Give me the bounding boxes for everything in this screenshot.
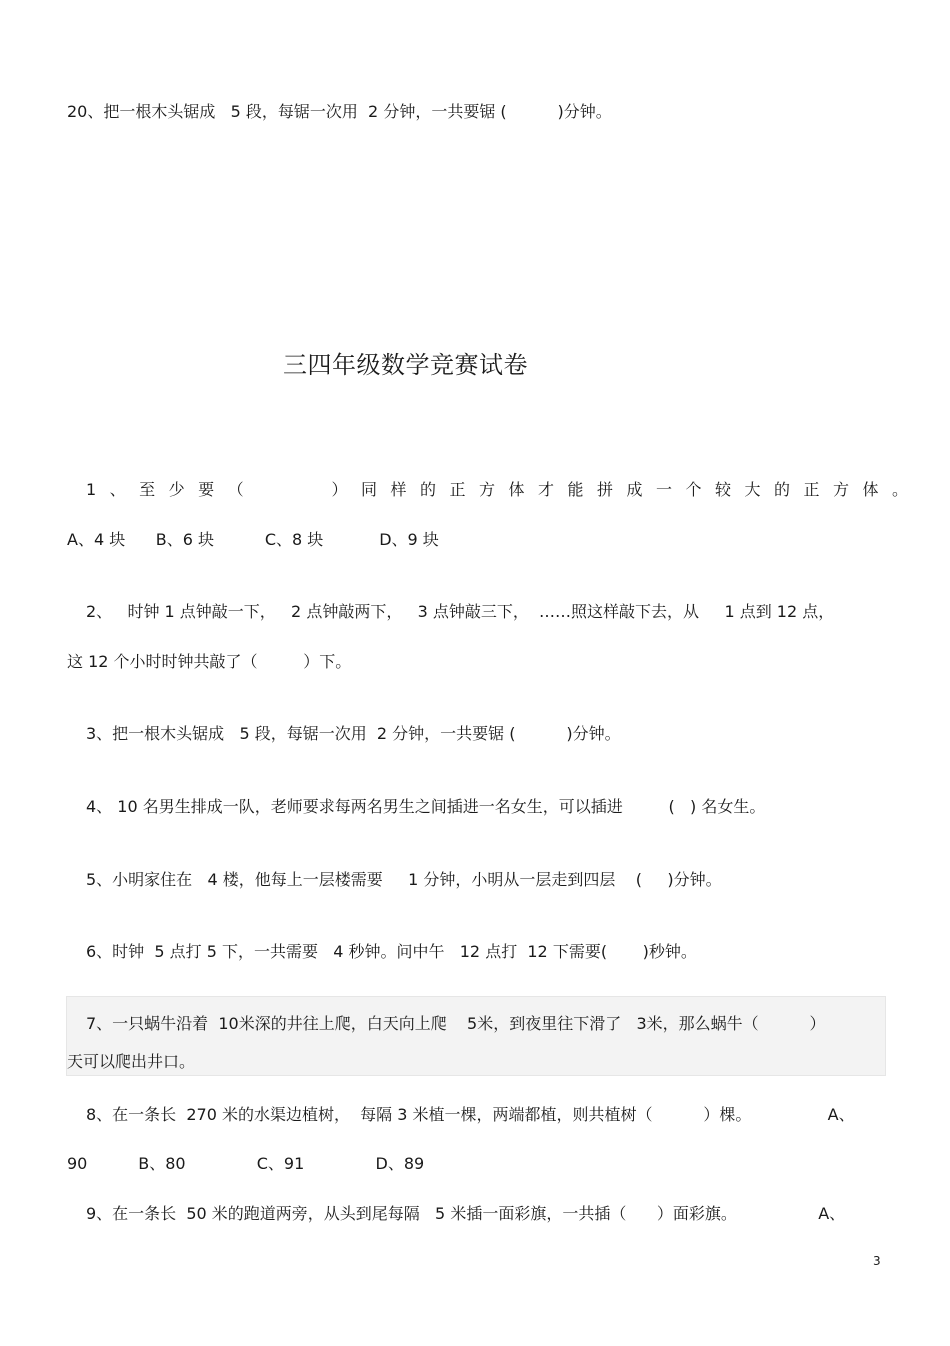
question-5: 5、小明家住在 4 楼，他每上一层楼需要 1 分钟，小明从一层走到四层 ( )分钟。 <box>86 870 722 889</box>
previous-question-20: 20、把一根木头锯成 5 段，每锯一次用 2 分钟，一共要锯 ( )分钟。 <box>67 102 612 121</box>
question-1: 1、至少要（ ）同样的正方体才能拼成一个较大的正方体。 <box>86 480 922 499</box>
question-3: 3、把一根木头锯成 5 段，每锯一次用 2 分钟，一共要锯 ( )分钟。 <box>86 724 621 743</box>
question-2-line-2: 这 12 个小时时钟共敲了（ ）下。 <box>67 652 352 671</box>
question-2-line-1: 2、 时钟 1 点钟敲一下， 2 点钟敲两下， 3 点钟敲三下， ……照这样敲下去，从 1 点到 12 点， <box>86 602 835 621</box>
question-4: 4、 10 名男生排成一队，老师要求每两名男生之间插进一名女生，可以插进 ( ) 名女生。 <box>86 797 766 816</box>
exam-title: 三四年级数学竞赛试卷 <box>283 351 528 379</box>
page-number: 3 <box>873 1254 881 1268</box>
question-8-line-1: 8、在一条长 270 米的水渠边植树， 每隔 3 米植一棵，两端都植，则共植树（ ）棵。 A、 <box>86 1105 855 1124</box>
question-8-options: 90 B、80 C、91 D、89 <box>67 1154 425 1173</box>
question-1-options: A、4 块 B、6 块 C、8 块 D、9 块 <box>67 530 439 549</box>
question-9: 9、在一条长 50 米的跑道两旁，从头到尾每隔 5 米插一面彩旗，一共插（ ）面彩旗。 A、 <box>86 1204 846 1223</box>
question-7-line-1: 7、一只蜗牛沿着 10米深的井往上爬，白天向上爬 5米，到夜里往下滑了 3米，那么蜗牛（ ） <box>86 1014 826 1033</box>
question-7-line-2: 天可以爬出井口。 <box>67 1052 196 1071</box>
question-6: 6、时钟 5 点打 5 下，一共需要 4 秒钟。问中午 12 点打 12 下需要( )秒钟。 <box>86 942 697 961</box>
